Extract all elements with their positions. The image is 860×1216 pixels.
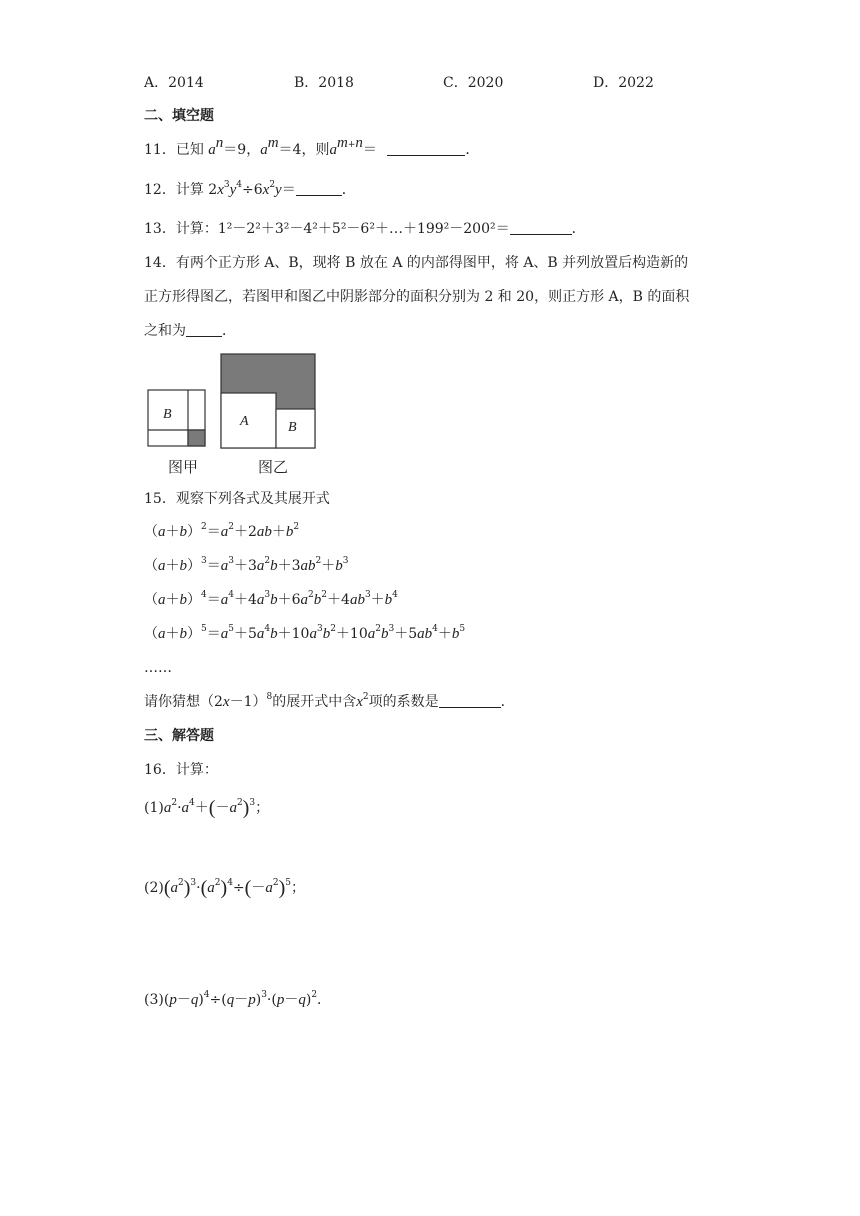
expansion-3: $(a+b)^3=a^3+3a^2b+3ab^2+b^3$ xyxy=(144,556,349,574)
option-d: D．2022 xyxy=(593,75,654,91)
question-15: 15．观察下列各式及其展开式 xyxy=(144,491,330,507)
question-14-line-2: 正方形得图乙，若图甲和图乙中阴影部分的面积分别为 2 和 20，则正方形 A，B 的面积 xyxy=(144,289,690,305)
figure-jia xyxy=(146,388,210,450)
expansion-5: $(a+b)^5=a^5+5a^4b+10a^3b^2+10a^2b^3+5ab^4+b^5$ xyxy=(144,624,466,642)
option-a: A．2014 xyxy=(144,75,204,91)
section-title-solve: 三、解答题 xyxy=(144,728,214,744)
question-16-part-2: $(2)(a^2)^3\cdot(a^2)^4\div(-a^2)^5$； xyxy=(144,877,305,899)
expansion-2: $(a+b)^2=a^2+2ab+b^2$ xyxy=(144,522,300,540)
section-title-fill-in: 二、填空题 xyxy=(144,108,214,124)
option-c: C．2020 xyxy=(443,75,504,91)
question-13: 13．计算：1²－2²＋3²－4²＋5²－6²＋…＋199²－200²＝ ． xyxy=(144,221,586,237)
figure-yi xyxy=(219,352,319,452)
question-14-line-3: 之和为 ． xyxy=(144,323,236,339)
figure-yi-label-a: A xyxy=(240,414,249,429)
figure-jia-label-b: B xyxy=(163,407,172,422)
question-12: 12．计算 $2x^3y^4\div 6x^2y=$ ． xyxy=(144,180,356,198)
option-b: B．2018 xyxy=(294,75,354,91)
question-15-ask: 请你猜想$(2x-1)^8$的展开式中含$x^2$项的系数是 ． xyxy=(144,692,515,710)
question-16: 16．计算： xyxy=(144,762,218,778)
ellipsis: …… xyxy=(144,660,172,676)
figure-yi-label-b: B xyxy=(288,420,297,435)
question-11: 11．已知 $a^n=9$，$a^m=4$，则$a^{m+n}=$ ． xyxy=(144,135,480,158)
figure-yi-caption: 图乙 xyxy=(258,458,289,476)
question-16-part-1: $(1)a^2\cdot a^4+(-a^2)^3$； xyxy=(144,797,270,819)
expansion-4: $(a+b)^4=a^4+4a^3b+6a^2b^2+4ab^3+b^4$ xyxy=(144,590,398,608)
question-16-part-3: $(3)(p-q)^4\div(q-p)^3\cdot(p-q)^2$． xyxy=(144,990,332,1008)
figure-jia-caption: 图甲 xyxy=(168,458,199,476)
question-14-line-1: 14．有两个正方形 A、B，现将 B 放在 A 的内部得图甲，将 A、B 并列放置后构造新的 xyxy=(144,255,689,271)
